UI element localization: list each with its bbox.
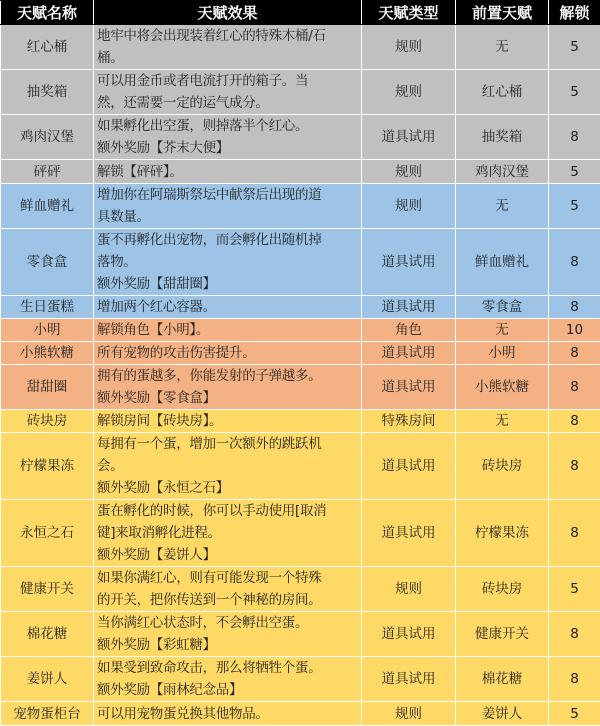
talent-effect (94, 500, 362, 567)
talent-type: 规则 (362, 702, 456, 726)
talent-unlock: 8 (549, 365, 600, 410)
effect-line: 解锁角色【小明】。 (97, 319, 358, 341)
talent-prereq: 红心桶 (456, 70, 549, 115)
table-row (1, 115, 600, 160)
talent-effect (94, 319, 362, 342)
talent-name: 红心桶 (1, 25, 94, 70)
talent-effect (94, 433, 362, 500)
talent-prereq: 棉花糖 (456, 657, 549, 702)
table-row (1, 702, 600, 726)
effect-line: 可以用宠物蛋兑换其他物品。 (97, 703, 358, 725)
header-unlock: 解锁 (549, 1, 600, 25)
effect-line: 具数量。 (97, 206, 358, 228)
effect-line: 额外奖励【雨林纪念品】 (97, 679, 358, 701)
talent-name: 抽奖箱 (1, 70, 94, 115)
table-row (1, 319, 600, 342)
talent-unlock: 8 (549, 115, 600, 160)
talent-prereq: 砖块房 (456, 433, 549, 500)
talent-unlock: 5 (549, 184, 600, 229)
talent-name: 小熊软糖 (1, 342, 94, 365)
header-effect: 天赋效果 (94, 1, 362, 25)
talent-type: 规则 (362, 25, 456, 70)
effect-line: 地牢中将会出现装着红心的特殊木桶/石 (97, 25, 358, 47)
talent-unlock: 5 (549, 70, 600, 115)
talent-effect (94, 70, 362, 115)
effect-line: 会。 (97, 455, 358, 477)
talent-prereq: 无 (456, 410, 549, 433)
table-row (1, 365, 600, 410)
header-type: 天赋类型 (362, 1, 456, 25)
talent-prereq: 小熊软糖 (456, 365, 549, 410)
talent-prereq: 无 (456, 25, 549, 70)
effect-line: 落物。 (97, 251, 358, 273)
talent-effect (94, 702, 362, 726)
talent-effect (94, 229, 362, 296)
talent-unlock: 8 (549, 342, 600, 365)
talent-prereq: 无 (456, 319, 549, 342)
effect-line: 额外奖励【彩虹糖】 (97, 634, 358, 656)
talent-unlock: 8 (549, 657, 600, 702)
talent-name: 鲜血赠礼 (1, 184, 94, 229)
effect-line: 额外奖励【永恒之石】 (97, 477, 358, 499)
talent-effect (94, 160, 362, 184)
talent-type: 道具试用 (362, 365, 456, 410)
talent-prereq: 零食盒 (456, 296, 549, 319)
talent-prereq: 姜饼人 (456, 702, 549, 726)
talent-type: 道具试用 (362, 342, 456, 365)
effect-line: 额外奖励【零食盒】 (97, 387, 358, 409)
table-row (1, 229, 600, 296)
talent-type: 规则 (362, 70, 456, 115)
talent-name: 砰砰 (1, 160, 94, 184)
effect-line: 的开关，把你传送到一个神秘的房间。 (97, 589, 358, 611)
table-row (1, 567, 600, 612)
talent-name: 生日蛋糕 (1, 296, 94, 319)
talent-unlock: 8 (549, 612, 600, 657)
talent-name: 零食盒 (1, 229, 94, 296)
talent-unlock: 8 (549, 296, 600, 319)
talent-unlock: 5 (549, 702, 600, 726)
talent-effect (94, 184, 362, 229)
table-row (1, 657, 600, 702)
talent-unlock: 8 (549, 229, 600, 296)
talent-unlock: 8 (549, 410, 600, 433)
effect-line: 额外奖励【芥末大便】 (97, 137, 358, 159)
effect-line: 蛋不再孵化出宠物，而会孵化出随机掉 (97, 229, 358, 251)
talent-prereq: 抽奖箱 (456, 115, 549, 160)
talent-prereq: 小明 (456, 342, 549, 365)
effect-line: 额外奖励【姜饼人】 (97, 544, 358, 566)
table-row (1, 25, 600, 70)
talent-type: 道具试用 (362, 657, 456, 702)
table-row (1, 184, 600, 229)
talent-name: 甜甜圈 (1, 365, 94, 410)
effect-line: 桶。 (97, 47, 358, 69)
talent-name: 砖块房 (1, 410, 94, 433)
talent-prereq: 健康开关 (456, 612, 549, 657)
effect-line: 然，还需要一定的运气成分。 (97, 92, 358, 114)
effect-line: 每拥有一个蛋，增加一次额外的跳跃机 (97, 433, 358, 455)
talent-effect (94, 612, 362, 657)
talent-name: 宠物蛋柜台 (1, 702, 94, 726)
talent-name: 健康开关 (1, 567, 94, 612)
talent-type: 特殊房间 (362, 410, 456, 433)
talent-unlock: 10 (549, 319, 600, 342)
talent-unlock: 5 (549, 567, 600, 612)
table-body (1, 25, 600, 726)
effect-line: 蛋在孵化的时候，你可以手动使用[取消 (97, 500, 358, 522)
talent-name: 柠檬果冻 (1, 433, 94, 500)
table-row (1, 433, 600, 500)
effect-line: 键]来取消孵化进程。 (97, 522, 358, 544)
effect-line: 如果受到致命攻击，那么将牺牲个蛋。 (97, 657, 358, 679)
effect-line: 所有宠物的攻击伤害提升。 (97, 342, 358, 364)
talent-effect (94, 410, 362, 433)
talent-prereq: 鸡肉汉堡 (456, 160, 549, 184)
talent-type: 道具试用 (362, 229, 456, 296)
talent-name: 鸡肉汉堡 (1, 115, 94, 160)
table-row (1, 612, 600, 657)
table-row (1, 410, 600, 433)
talent-type: 角色 (362, 319, 456, 342)
talent-effect (94, 657, 362, 702)
talent-prereq: 鲜血赠礼 (456, 229, 549, 296)
table-row (1, 160, 600, 184)
table-row (1, 342, 600, 365)
table-row (1, 70, 600, 115)
talent-effect (94, 365, 362, 410)
header-prereq: 前置天赋 (456, 1, 549, 25)
effect-line: 可以用金币或者电流打开的箱子。当 (97, 70, 358, 92)
talent-type: 道具试用 (362, 115, 456, 160)
talent-prereq: 无 (456, 184, 549, 229)
talent-name: 姜饼人 (1, 657, 94, 702)
effect-line: 解锁房间【砖块房】。 (97, 410, 358, 432)
effect-line: 增加你在阿瑞斯祭坛中献祭后出现的道 (97, 184, 358, 206)
talent-effect (94, 296, 362, 319)
talent-effect (94, 567, 362, 612)
talent-unlock: 8 (549, 433, 600, 500)
talent-unlock: 5 (549, 25, 600, 70)
talent-name: 永恒之石 (1, 500, 94, 567)
talent-type: 道具试用 (362, 500, 456, 567)
effect-line: 增加两个红心容器。 (97, 296, 358, 318)
talent-prereq: 砖块房 (456, 567, 549, 612)
table-row (1, 500, 600, 567)
talent-effect (94, 342, 362, 365)
talent-prereq: 柠檬果冻 (456, 500, 549, 567)
talent-type: 道具试用 (362, 433, 456, 500)
header-row (1, 1, 600, 25)
talent-type: 规则 (362, 184, 456, 229)
header-name: 天赋名称 (1, 1, 94, 25)
talent-type: 规则 (362, 567, 456, 612)
talent-unlock: 8 (549, 500, 600, 567)
talent-name: 小明 (1, 319, 94, 342)
effect-line: 额外奖励【甜甜圈】 (97, 273, 358, 295)
talent-effect (94, 25, 362, 70)
talent-unlock: 5 (549, 160, 600, 184)
effect-line: 拥有的蛋越多，你能发射的子弹越多。 (97, 365, 358, 387)
talent-type: 道具试用 (362, 612, 456, 657)
effect-line: 如果孵化出空蛋，则掉落半个红心。 (97, 115, 358, 137)
effect-line: 当你满红心状态时，不会孵出空蛋。 (97, 612, 358, 634)
talent-name: 棉花糖 (1, 612, 94, 657)
effect-line: 解锁【砰砰】。 (97, 161, 358, 183)
talent-type: 道具试用 (362, 296, 456, 319)
table-row (1, 296, 600, 319)
effect-line: 如果你满红心，则有可能发现一个特殊 (97, 567, 358, 589)
talent-type: 规则 (362, 160, 456, 184)
talent-effect (94, 115, 362, 160)
